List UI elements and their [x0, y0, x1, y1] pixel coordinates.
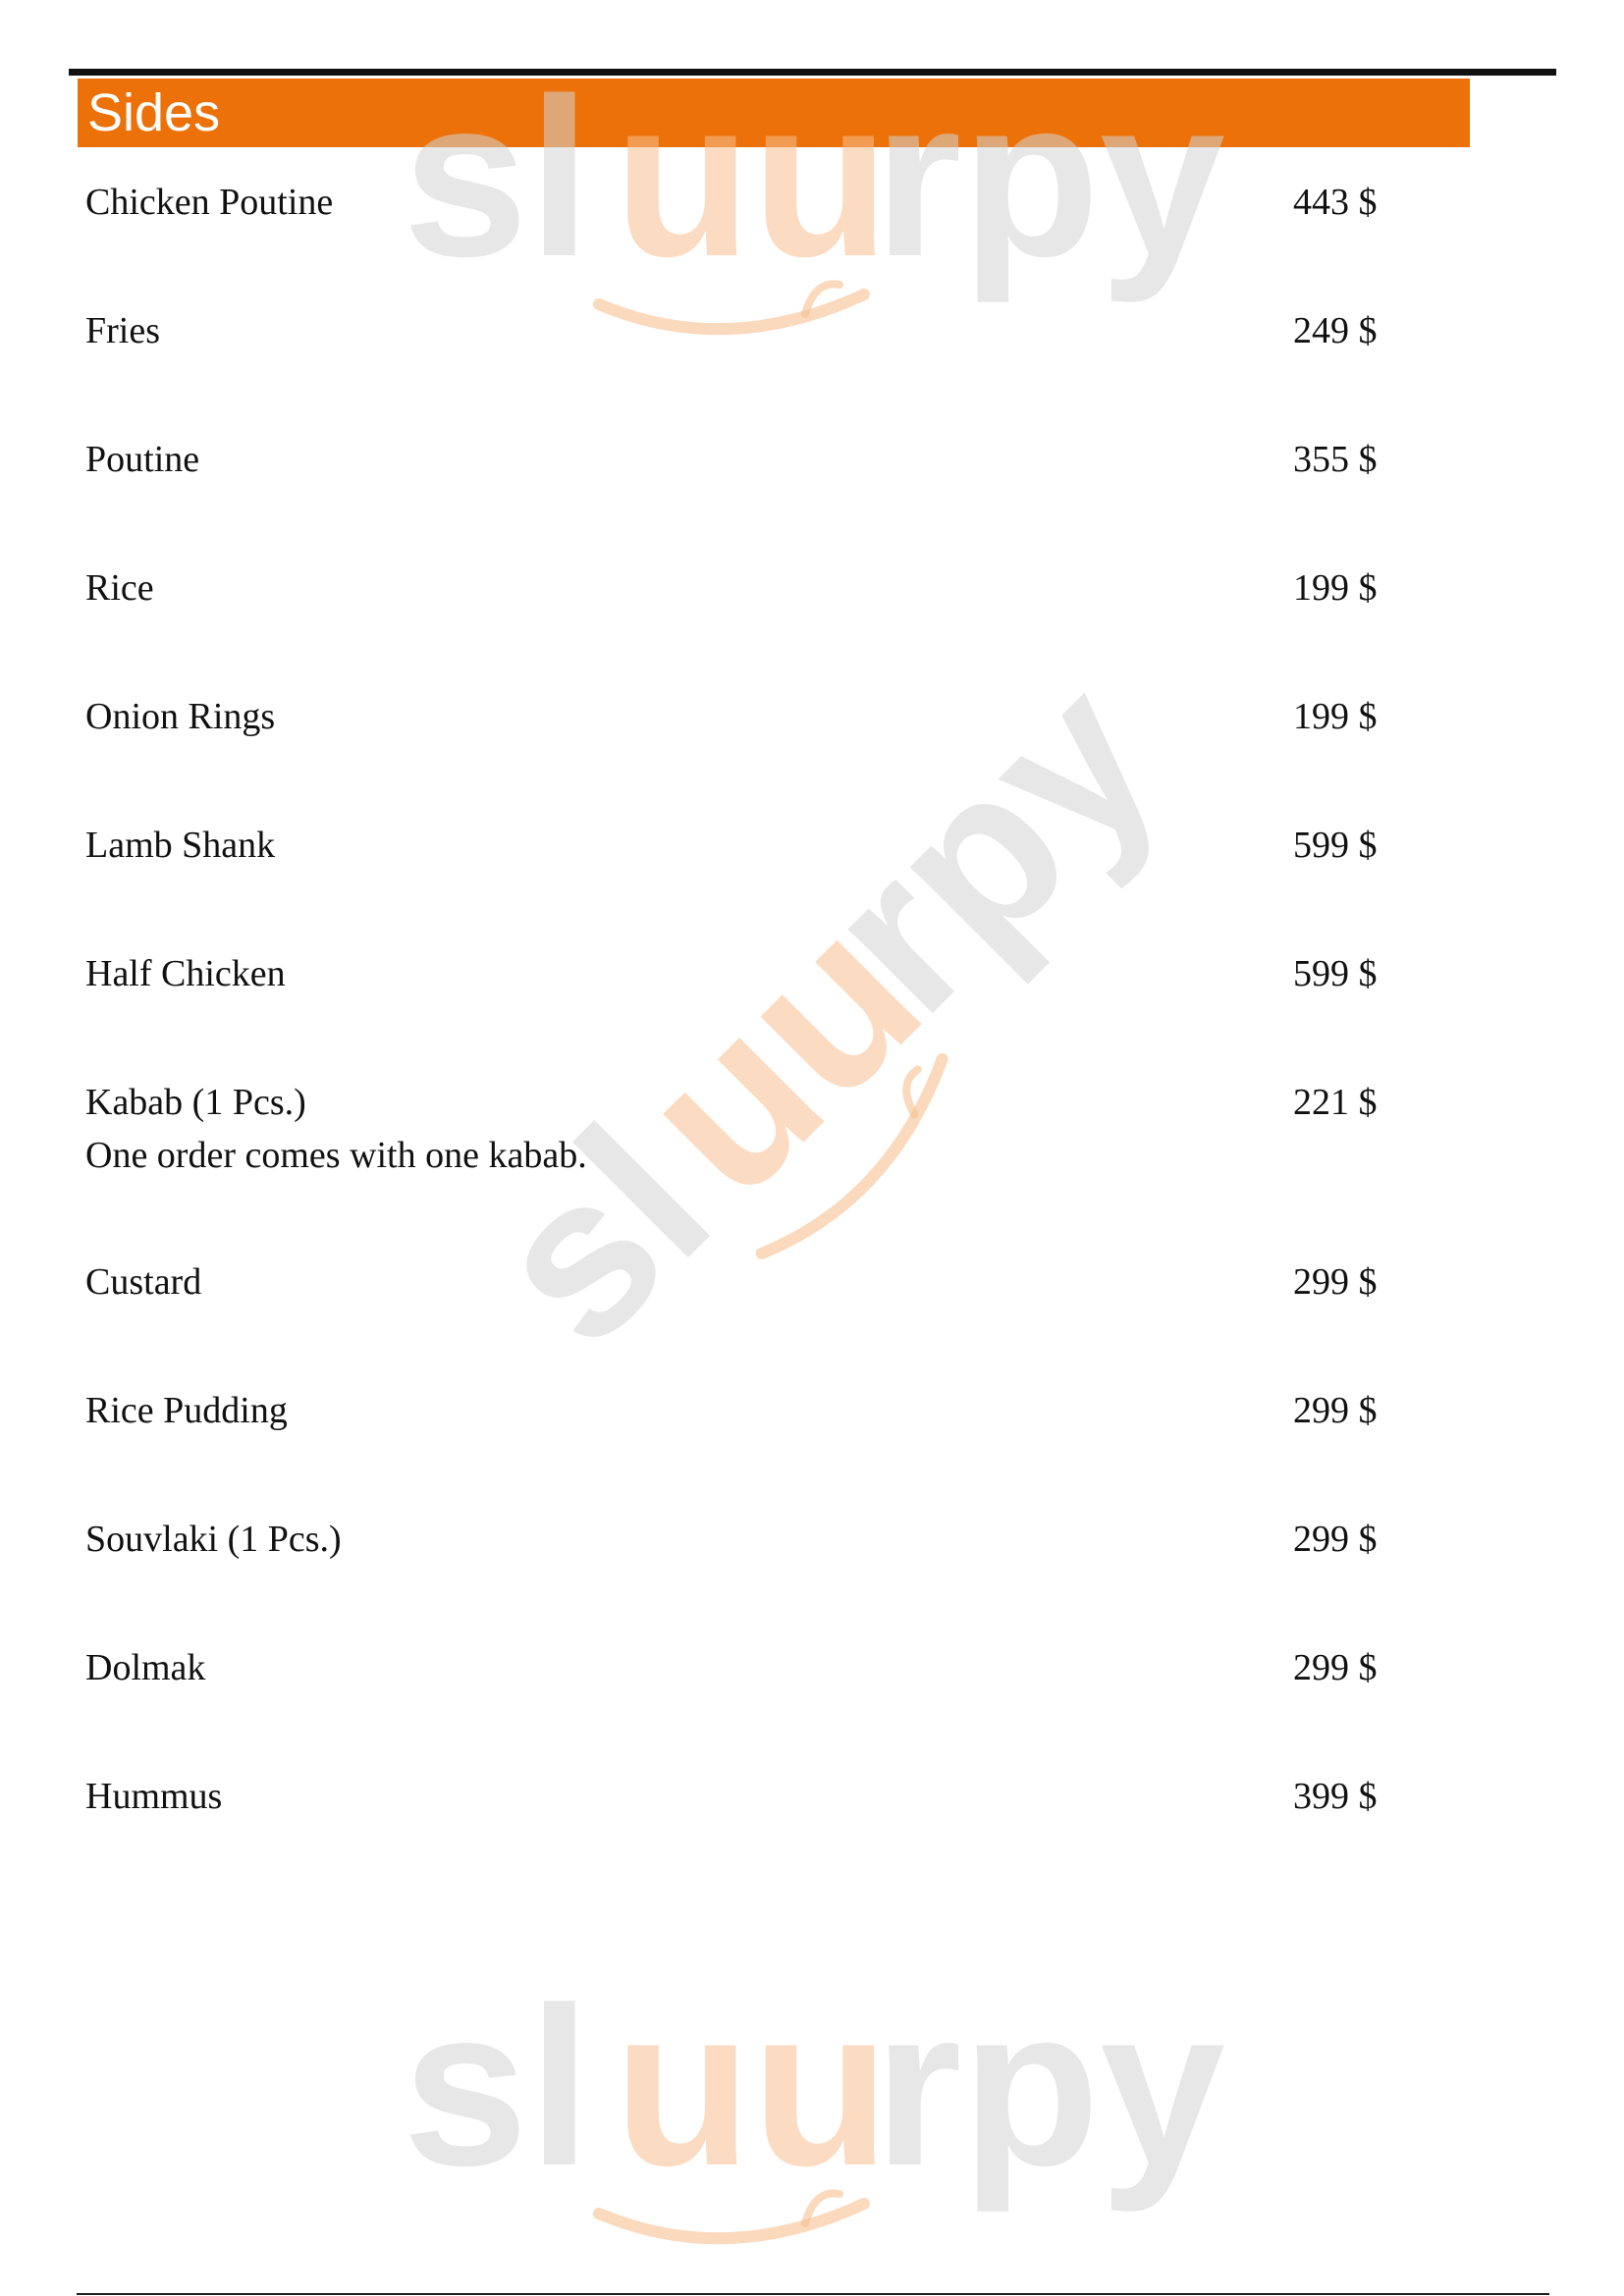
bottom-rule: [77, 2293, 1549, 2295]
item-price: 355 $: [1293, 439, 1378, 480]
item-price: 443 $: [1293, 182, 1378, 223]
item-name: Lamb Shank: [85, 825, 276, 866]
svg-text:sl: sl: [403, 1960, 591, 2213]
svg-text:uu: uu: [614, 51, 890, 303]
menu-item: [85, 1255, 1401, 1308]
menu-item: [85, 819, 1401, 872]
svg-text:uu: uu: [592, 869, 967, 1243]
top-rule: [69, 69, 1556, 76]
menu-item: [85, 433, 1401, 486]
item-price: 199 $: [1293, 696, 1378, 737]
item-name: Custard: [85, 1261, 202, 1303]
section-title: Sides: [87, 83, 221, 142]
item-price: 299 $: [1293, 1519, 1378, 1560]
item-price: 299 $: [1293, 1390, 1378, 1431]
menu-item: [85, 690, 1401, 743]
menu-item: [85, 176, 1401, 229]
item-price: 221 $: [1293, 1082, 1378, 1123]
svg-text:rpy: rpy: [777, 631, 1205, 1059]
menu-item: [85, 947, 1401, 1000]
item-name: Hummus: [85, 1776, 223, 1817]
item-description: One order comes with one kabab.: [85, 1135, 587, 1176]
menu-item: [85, 1770, 1401, 1823]
item-price: 199 $: [1293, 567, 1378, 609]
item-price: 599 $: [1293, 953, 1378, 994]
item-price: 299 $: [1293, 1261, 1378, 1303]
menu-item: [85, 1076, 1401, 1182]
item-name: Fries: [85, 310, 160, 351]
svg-text:sl: sl: [403, 51, 591, 303]
item-name: Chicken Poutine: [85, 182, 334, 223]
item-name: Poutine: [85, 439, 200, 480]
menu-item: [85, 1513, 1401, 1566]
item-price: 249 $: [1293, 310, 1378, 351]
item-price: 299 $: [1293, 1647, 1378, 1688]
menu-item: [85, 561, 1401, 614]
item-price: 399 $: [1293, 1776, 1378, 1817]
item-name: Kabab (1 Pcs.): [85, 1082, 306, 1123]
svg-text:rpy: rpy: [874, 1960, 1225, 2213]
item-name: Onion Rings: [85, 696, 276, 737]
watermark-logo: [403, 1953, 1227, 2248]
menu-item: [85, 1384, 1401, 1437]
item-name: Souvlaki (1 Pcs.): [85, 1519, 342, 1560]
svg-text:sl: sl: [443, 1080, 756, 1392]
svg-text:rpy: rpy: [874, 51, 1225, 303]
item-name: Rice: [85, 567, 154, 609]
item-price: 599 $: [1293, 825, 1378, 866]
menu-item: [85, 1641, 1401, 1694]
item-name: Rice Pudding: [85, 1390, 288, 1431]
item-name: Dolmak: [85, 1647, 206, 1688]
section-header: [78, 79, 1470, 147]
svg-text:uu: uu: [614, 1960, 890, 2213]
menu-item: [85, 304, 1401, 357]
item-name: Half Chicken: [85, 953, 286, 994]
